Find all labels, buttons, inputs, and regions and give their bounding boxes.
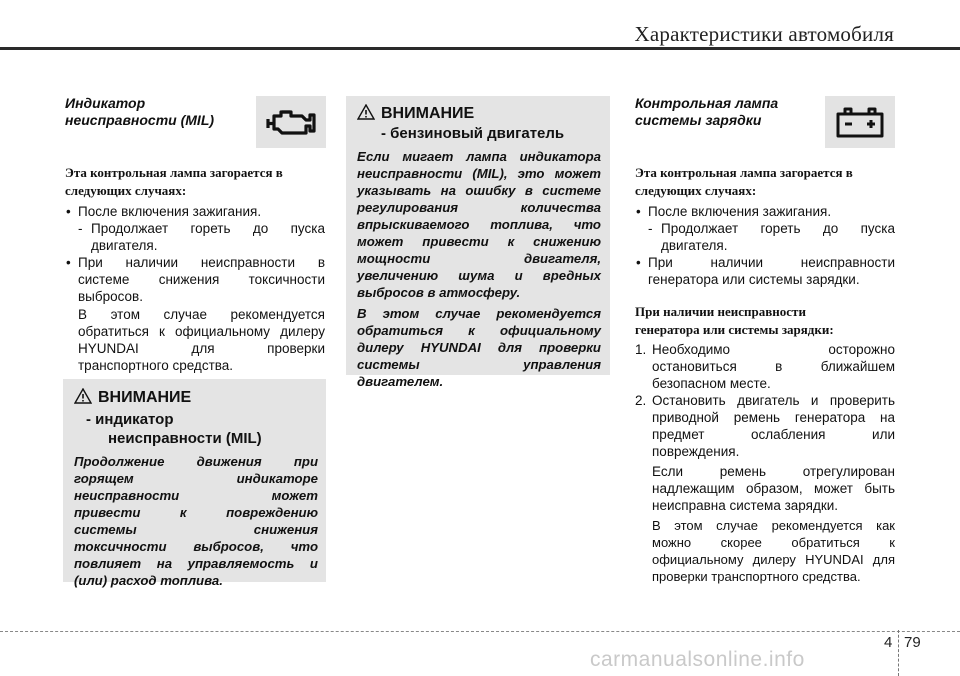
mil-warning-box xyxy=(63,379,326,588)
charging-step-2: 2. Остановить двигатель и проверить приводной ремень генератора на предмет ослабления или повреждения. xyxy=(635,393,895,459)
mil-lead: Эта контрольная лампа загорается в следующих случаях: xyxy=(65,165,283,198)
footer-divider xyxy=(898,630,899,676)
page-number: 79 xyxy=(904,634,921,651)
engine-check-icon xyxy=(264,107,318,137)
gasoline-warning-subtitle: - бензиновый двигатель xyxy=(381,125,565,142)
mil-bullet-1: • После включения зажигания. xyxy=(65,203,325,220)
mil-bullet-2: • При наличии неисправности в системе снижения токсичности выбросов. xyxy=(65,254,325,305)
charging-lead-2: При наличии неисправности генератора или системы зарядки: xyxy=(635,304,834,337)
mil-paragraph: В этом случае рекомендуется обратиться к официальному дилеру HYUNDAI для проверки транспортного средства. xyxy=(78,307,325,373)
charging-title: Контрольная лампа системы зарядки xyxy=(635,95,779,128)
header-rule xyxy=(0,47,960,50)
mil-warning-subtitle: - индикатор неисправности (MIL) xyxy=(86,411,262,447)
warning-triangle-icon xyxy=(74,388,92,404)
warning-triangle-icon xyxy=(357,104,375,120)
charging-bullet-1-sub: - Продолжает гореть до пуска двигателя. xyxy=(648,221,895,253)
charging-step-1: 1. Необходимо осторожно остановиться в ближайшем безопасном месте. xyxy=(635,342,895,391)
battery-icon-box xyxy=(825,96,895,148)
charging-bullet-2: • При наличии неисправности генератора или системы зарядки. xyxy=(635,254,895,288)
charging-bullet-1: • После включения зажигания. xyxy=(635,203,895,220)
gasoline-warning-title: ВНИМАНИЕ xyxy=(381,105,475,122)
gasoline-warning-box xyxy=(346,96,610,389)
mil-body xyxy=(65,164,325,374)
mil-bullet-1-sub: - Продолжает гореть до пуска двигателя. xyxy=(78,221,325,253)
charging-lead: Эта контрольная лампа загорается в следующих случаях: xyxy=(635,165,853,198)
chapter-number: 4 xyxy=(884,634,893,651)
mil-title: Индикатор неисправности (MIL) xyxy=(65,95,215,128)
mil-warning-title: ВНИМАНИЕ xyxy=(98,389,192,406)
page-header-title: Характеристики автомобиля xyxy=(634,22,894,46)
watermark: carmanualsonline.info xyxy=(590,648,805,671)
mil-warning-body: Продолжение движения при горящем индикаторе неисправности может привести к повреждению системы снижения токсичности выбросов, что повлияет на управляемость и (или) расход топлива. xyxy=(74,454,318,588)
charging-paragraph-2: В этом случае рекомендуется как можно скорее обратиться к официальному дилеру HYUNDAI для проверки транспортного средства. xyxy=(652,518,895,584)
gasoline-warning-body: Если мигает лампа индикатора неисправности (MIL), это может указывать на ошибку в системе регулирования количества впрыскиваемого топлива, что может привести к снижению мощности двигателя, увеличению шума и вредных выбросов в атмосферу. xyxy=(357,149,601,300)
charging-paragraph-1: Если ремень отрегулирован надлежащим образом, может быть неисправна система зарядки. xyxy=(652,464,895,513)
charging-body xyxy=(635,164,895,585)
battery-icon xyxy=(835,106,885,138)
footer-rule xyxy=(0,631,960,632)
engine-check-icon-box xyxy=(256,96,326,148)
gasoline-warning-body-2: В этом случае рекомендуется обратиться к официальному дилеру HYUNDAI для проверки системы управления двигателем. xyxy=(357,306,601,389)
